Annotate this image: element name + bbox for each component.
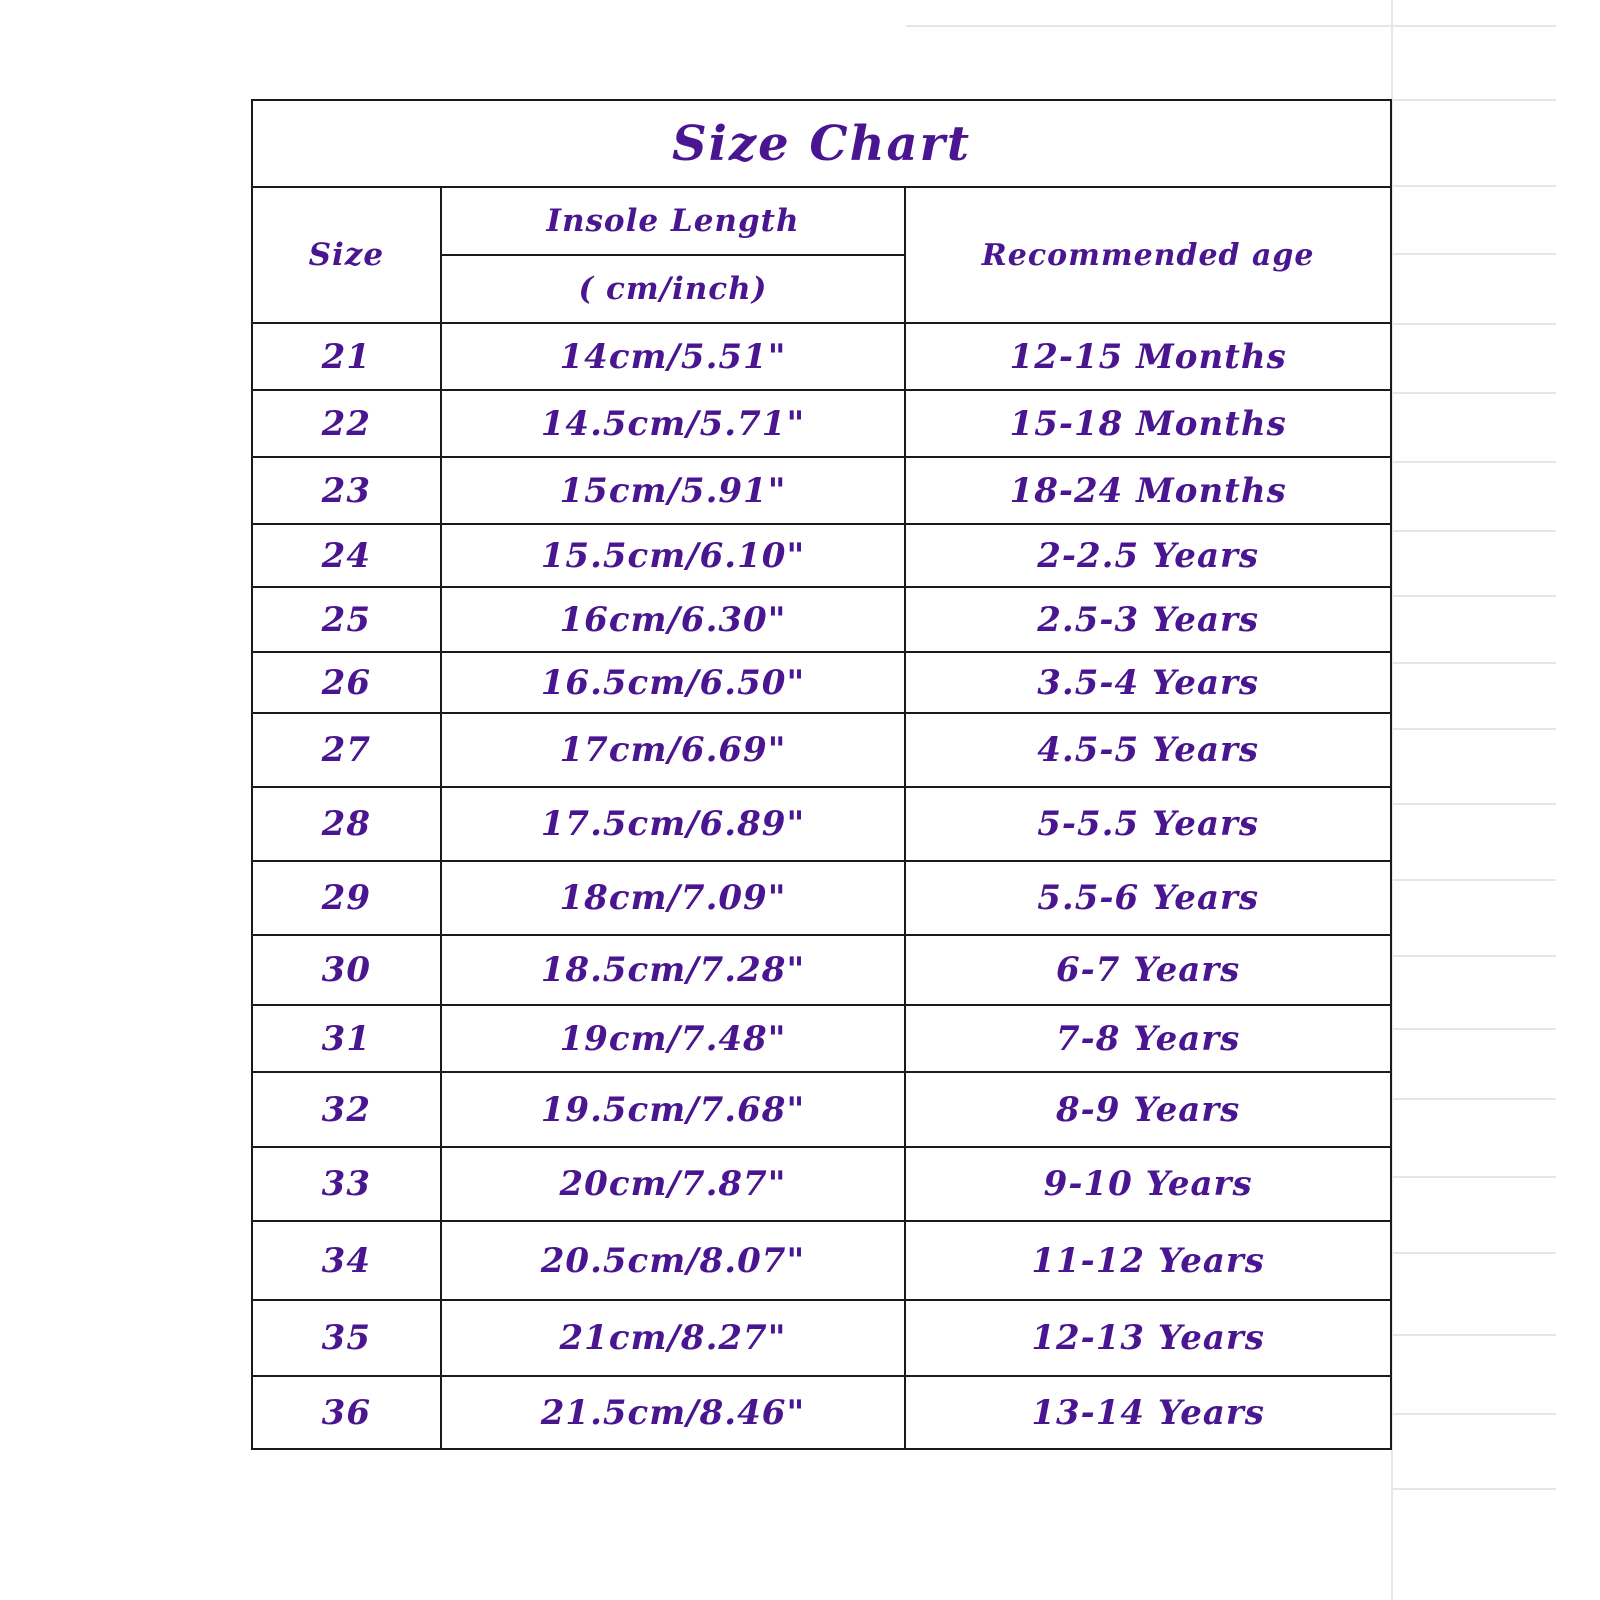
size-cell: 23 — [252, 457, 441, 524]
header-insole-length: Insole Length — [441, 187, 906, 255]
size-cell: 33 — [252, 1147, 441, 1221]
recommended-age-cell: 9-10 Years — [905, 1147, 1391, 1221]
header-row-1 — [252, 187, 1391, 255]
size-cell: 27 — [252, 713, 441, 787]
table-row — [252, 1147, 1391, 1221]
recommended-age-cell: 7-8 Years — [905, 1005, 1391, 1072]
size-cell: 36 — [252, 1376, 441, 1449]
insole-length-cell: 19cm/7.48" — [441, 1005, 906, 1072]
insole-length-cell: 17.5cm/6.89" — [441, 787, 906, 861]
size-cell: 26 — [252, 652, 441, 713]
size-cell: 25 — [252, 587, 441, 652]
insole-length-cell: 19.5cm/7.68" — [441, 1072, 906, 1147]
recommended-age-cell: 12-15 Months — [905, 323, 1391, 390]
size-chart-table — [251, 99, 1392, 1450]
recommended-age-cell: 18-24 Months — [905, 457, 1391, 524]
insole-length-cell: 21.5cm/8.46" — [441, 1376, 906, 1449]
table-row — [252, 713, 1391, 787]
recommended-age-cell: 12-13 Years — [905, 1300, 1391, 1376]
size-cell: 35 — [252, 1300, 441, 1376]
header-recommended-age: Recommended age — [905, 187, 1391, 323]
table-row — [252, 524, 1391, 587]
recommended-age-cell: 2-2.5 Years — [905, 524, 1391, 587]
chart-title: Size Chart — [252, 100, 1391, 187]
recommended-age-cell: 5-5.5 Years — [905, 787, 1391, 861]
size-cell: 22 — [252, 390, 441, 457]
size-cell: 31 — [252, 1005, 441, 1072]
insole-length-cell: 18cm/7.09" — [441, 861, 906, 935]
recommended-age-cell: 4.5-5 Years — [905, 713, 1391, 787]
insole-length-cell: 21cm/8.27" — [441, 1300, 906, 1376]
size-cell: 34 — [252, 1221, 441, 1300]
table-row — [252, 1005, 1391, 1072]
recommended-age-cell: 11-12 Years — [905, 1221, 1391, 1300]
recommended-age-cell: 3.5-4 Years — [905, 652, 1391, 713]
size-cell: 30 — [252, 935, 441, 1005]
insole-length-cell: 17cm/6.69" — [441, 713, 906, 787]
size-cell: 24 — [252, 524, 441, 587]
insole-length-cell: 14.5cm/5.71" — [441, 390, 906, 457]
recommended-age-cell: 8-9 Years — [905, 1072, 1391, 1147]
insole-length-cell: 20.5cm/8.07" — [441, 1221, 906, 1300]
recommended-age-cell: 15-18 Months — [905, 390, 1391, 457]
table-row — [252, 1376, 1391, 1449]
size-cell: 28 — [252, 787, 441, 861]
table-row — [252, 652, 1391, 713]
insole-length-cell: 15cm/5.91" — [441, 457, 906, 524]
size-cell: 21 — [252, 323, 441, 390]
recommended-age-cell: 6-7 Years — [905, 935, 1391, 1005]
table-row — [252, 787, 1391, 861]
table-row — [252, 935, 1391, 1005]
recommended-age-cell: 5.5-6 Years — [905, 861, 1391, 935]
table-row — [252, 390, 1391, 457]
header-insole-unit: ( cm/inch) — [441, 255, 906, 323]
table-row — [252, 323, 1391, 390]
insole-length-cell: 16cm/6.30" — [441, 587, 906, 652]
size-cell: 32 — [252, 1072, 441, 1147]
table-row — [252, 587, 1391, 652]
insole-length-cell: 16.5cm/6.50" — [441, 652, 906, 713]
size-cell: 29 — [252, 861, 441, 935]
recommended-age-cell: 13-14 Years — [905, 1376, 1391, 1449]
recommended-age-cell: 2.5-3 Years — [905, 587, 1391, 652]
table-row — [252, 861, 1391, 935]
table-row — [252, 1221, 1391, 1300]
insole-length-cell: 20cm/7.87" — [441, 1147, 906, 1221]
title-row — [252, 100, 1391, 187]
insole-length-cell: 18.5cm/7.28" — [441, 935, 906, 1005]
header-size: Size — [252, 187, 441, 323]
insole-length-cell: 14cm/5.51" — [441, 323, 906, 390]
table-row — [252, 1072, 1391, 1147]
table-row — [252, 457, 1391, 524]
table-row — [252, 1300, 1391, 1376]
insole-length-cell: 15.5cm/6.10" — [441, 524, 906, 587]
